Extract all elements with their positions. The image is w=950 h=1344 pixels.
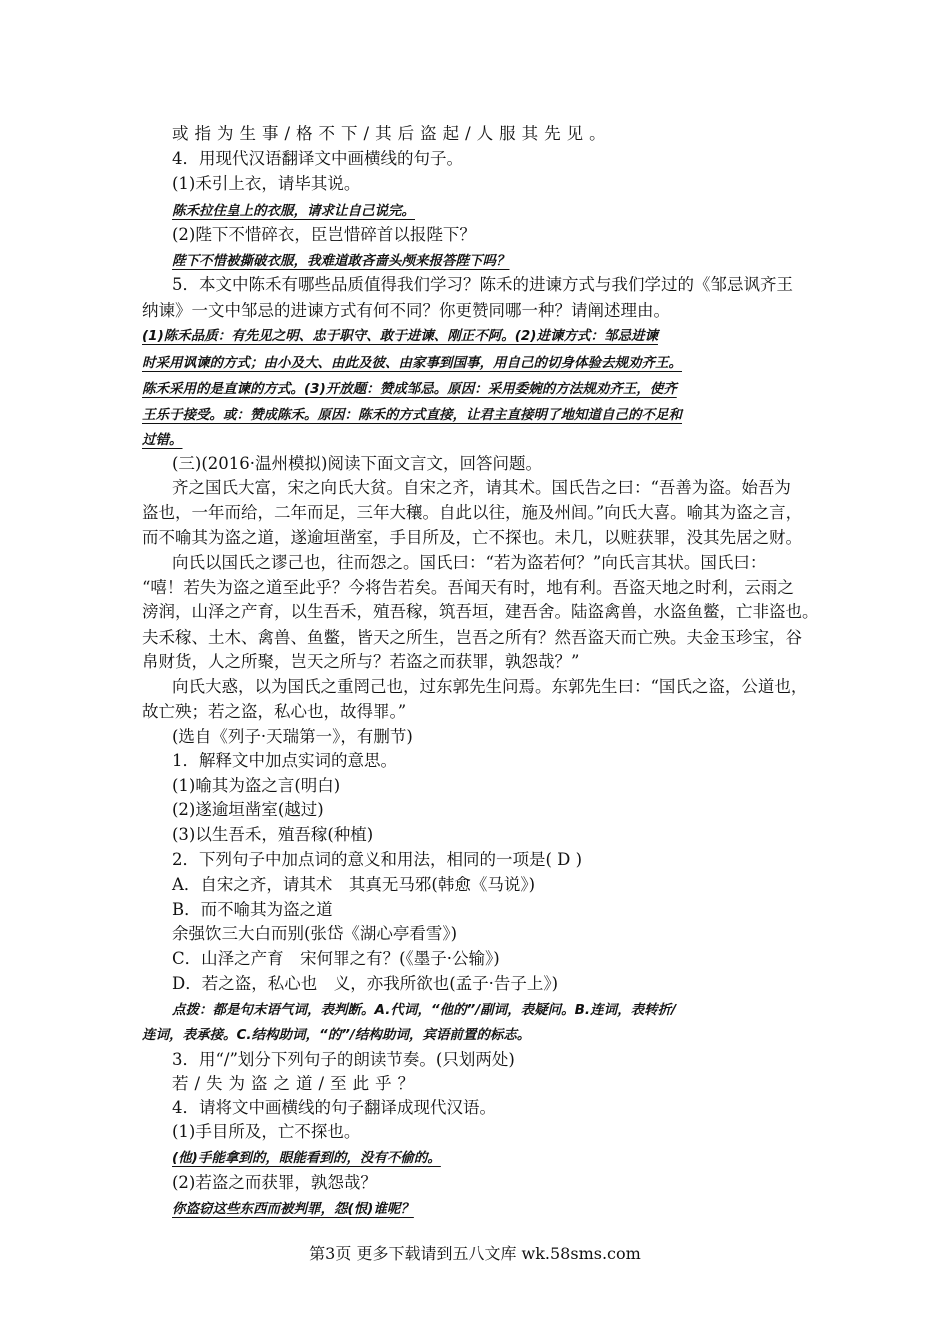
text-line: (1)禾引上衣，请毕其说。 bbox=[172, 174, 361, 193]
question-line: 3．用“/”划分下列句子的朗读节奏。(只划两处) bbox=[172, 1050, 515, 1069]
text-line: 纳谏》一文中邹忌的进谏方式有何不同？你更赞同哪一种？请阐述理由。 bbox=[142, 301, 670, 320]
question-line: (2)若盗之而获罪，孰怨哉？ bbox=[172, 1173, 377, 1192]
answer-line: 陛下不惜被撕破衣服，我难道敢吝啬头颅来报答陛下吗？ bbox=[172, 253, 510, 269]
question-line: (2)遂逾垣凿室(越过) bbox=[172, 800, 324, 819]
page-footer: 第3页 更多下载请到五八文库 wk.58sms.com bbox=[309, 1244, 641, 1263]
passage-line: 向氏大惑，以为国氏之重罔己也，过东郭先生问焉。东郭先生曰：“国氏之盗，公道也， bbox=[172, 677, 808, 696]
answer-line: 过错。 bbox=[142, 432, 183, 448]
answer-line: (1)陈禾品质：有先见之明、忠于职守、敢于进谏、刚正不阿。(2)进谏方式：邹忌进谏 bbox=[142, 328, 658, 344]
answer-line: (他)手能拿到的，眼能看到的，没有不偷的。 bbox=[172, 1150, 441, 1166]
answer-line: 王乐于接受。或：赞成陈禾。原因：陈禾的方式直接，让君主直接明了地知道自己的不足和 bbox=[142, 407, 682, 423]
question-line: 2．下列句子中加点词的意义和用法，相同的一项是( D ) bbox=[172, 850, 583, 869]
text-line: 或指为生事/格不下/其后盗起/人服其先见。 bbox=[172, 124, 612, 143]
text-line: 5．本文中陈禾有哪些品质值得我们学习？陈禾的进谏方式与我们学过的《邹忌讽齐王 bbox=[172, 275, 793, 294]
question-line: (1)手目所及，亡不探也。 bbox=[172, 1122, 361, 1141]
passage-line: 而不喻其为盗之道，遂逾垣凿室，手目所及，亡不探也。未几，以赃获罪，没其先居之财。 bbox=[142, 528, 802, 547]
hint-line: 连词，表承接。C.结构助词，“的”/结构助词，宾语前置的标志。 bbox=[142, 1027, 531, 1043]
passage-line: 故亡殃；若之盗，私心也，故得罪。” bbox=[142, 702, 407, 721]
option-line: C．山泽之产育 宋何罪之有？(《墨子·公输》) bbox=[172, 949, 500, 968]
answer-line: 陈禾采用的是直谏的方式。(3)开放题：赞成邹忌。原因：采用委婉的方法规劝齐王，使齐 bbox=[142, 381, 677, 397]
question-line: (3)以生吾禾，殖吾稼(种植) bbox=[172, 825, 374, 844]
passage-line: 滂润，山泽之产育，以生吾禾，殖吾稼，筑吾垣，建吾舍。陆盗禽兽，水盗鱼鳖，亡非盗也。 bbox=[142, 602, 819, 621]
option-line: B．而不喻其为盗之道 bbox=[172, 900, 333, 919]
section-heading: (三)(2016·温州模拟)阅读下面文言文，回答问题。 bbox=[172, 454, 542, 473]
passage-line: 帛财货，人之所聚，岂天之所与？若盗之而获罪，孰怨哉？” bbox=[142, 652, 580, 671]
answer-line: 陈禾拉住皇上的衣服，请求让自己说完。 bbox=[172, 203, 415, 219]
passage-line: 齐之国氏大富，宋之向氏大贫。自宋之齐，请其术。国氏告之曰：“吾善为盗。始吾为 bbox=[172, 478, 791, 497]
hint-line: 点拨：都是句末语气词，表判断。A.代词，“他的”/副词，表疑问。B.连词，表转折/ bbox=[172, 1002, 676, 1018]
text-line: 4．用现代汉语翻译文中画横线的句子。 bbox=[172, 149, 463, 168]
question-line: (1)喻其为盗之言(明白) bbox=[172, 776, 341, 795]
passage-line: 盗也，一年而给，二年而足，三年大穰。自此以往，施及州闾。”向氏大喜。喻其为盗之言， bbox=[142, 503, 803, 522]
source-note: (选自《列子·天瑞第一》，有删节) bbox=[172, 727, 413, 746]
passage-line: 夫禾稼、土木、禽兽、鱼鳖，皆天之所生，岂吾之所有？然吾盗天而亡殃。夫金玉珍宝，谷 bbox=[142, 628, 802, 647]
question-line: 4．请将文中画横线的句子翻译成现代汉语。 bbox=[172, 1098, 496, 1117]
answer-line: 你盗窃这些东西而被判罪，怨(恨)谁呢？ bbox=[172, 1201, 414, 1217]
question-line: 1．解释文中加点实词的意思。 bbox=[172, 751, 397, 770]
option-line: D．若之盗，私心也 义，亦我所欲也(孟子·告子上》) bbox=[172, 974, 559, 993]
option-line: A．自宋之齐，请其术 其真无马邪(韩愈《马说》) bbox=[172, 875, 536, 894]
text-line: (2)陛下不惜碎衣，臣岂惜碎首以报陛下？ bbox=[172, 225, 476, 244]
answer-line: 时采用讽谏的方式；由小及大、由此及彼、由家事到国事，用自己的切身体验去规劝齐王。 bbox=[142, 355, 682, 371]
question-line: 若/失为盗之道/至此乎？ bbox=[172, 1074, 421, 1093]
passage-line: 向氏以国氏之谬己也，往而怨之。国氏曰：“若为盗若何？”向氏言其状。国氏曰： bbox=[172, 553, 767, 572]
passage-line: “嘻！若失为盗之道至此乎？今将告若矣。吾闻天有时，地有利。吾盗天地之时利，云雨之 bbox=[142, 578, 794, 597]
option-line: 余强饮三大白而别(张岱《湖心亭看雪》) bbox=[172, 924, 458, 943]
